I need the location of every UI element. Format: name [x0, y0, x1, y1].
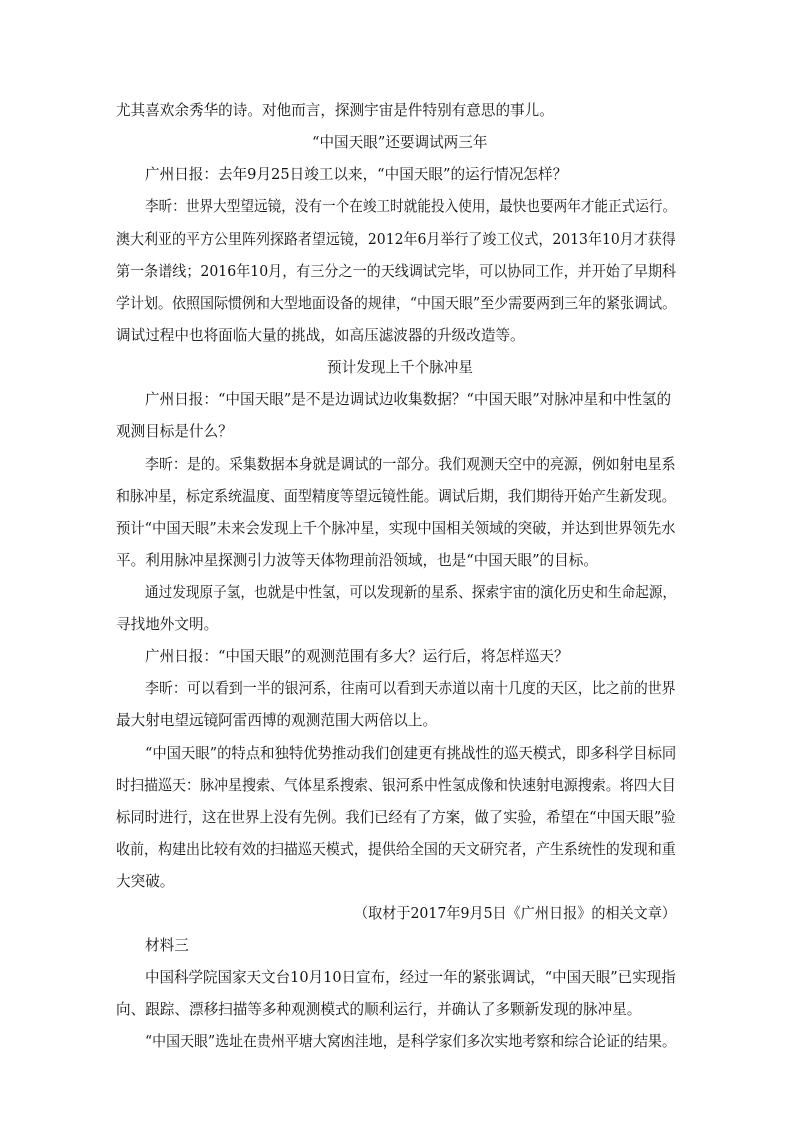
text-line-23: 标同时进行，这在世界上没有先例。我们已经有了方案，做了实验，希望在“中国天眼”验 — [116, 809, 676, 826]
text-line-7: 学计划。依照国际惯例和大型地面设备的规律，“中国天眼”至少需要两到三年的紧张调试。 — [116, 295, 677, 312]
text-line-25: 大突破。 — [116, 873, 175, 890]
text-line-5: 澳大利亚的平方公里阵列探路者望远镜，2012年6月举行了竣工仪式，2013年10月才获得 — [116, 231, 676, 248]
text-line-17: 寻找地外文明。 — [116, 616, 219, 633]
material-three-heading: 材料三 — [145, 937, 189, 954]
text-line-19: 李昕：可以看到一半的银河系，往南可以看到天赤道以南十几度的天区，比之前的世界 — [145, 680, 676, 697]
text-line-16: 通过发现原子氢，也就是中性氢，可以发现新的星系、探索宇宙的演化历史和生命起源， — [145, 584, 677, 601]
text-line-3: 广州日报：去年9月25日竣工以来，“中国天眼”的运行情况怎样？ — [145, 166, 568, 183]
text-line-13: 和脉冲星，标定系统温度、面型精度等望远镜性能。调试后期，我们期待开始产生新发现。 — [116, 488, 676, 505]
text-line-24: 收前，构建出比较有效的扫描巡天模式，提供给全国的天文研究者，产生系统性的发现和重 — [116, 841, 676, 858]
source-citation: （取材于2017年9月5日《广州日报》的相关文章） — [354, 905, 677, 922]
text-line-21: “中国天眼”的特点和独特优势推动我们创建更有挑战性的巡天模式，即多科学目标同 — [145, 745, 677, 762]
text-line-29: 向、跟踪、漂移扫描等多种观测模式的顺利运行，并确认了多颗新发现的脉冲星。 — [116, 1001, 642, 1018]
text-line-22: 时扫描巡天：脉冲星搜索、气体星系搜索、银河系中性氢成像和快速射电源搜索。将四大目 — [116, 777, 676, 794]
text-line-12: 李昕：是的。采集数据本身就是调试的一部分。我们观测天空中的亮源，例如射电星系 — [145, 456, 676, 473]
text-line-8: 调试过程中也将面临大量的挑战，如高压滤波器的升级改造等。 — [116, 327, 525, 344]
text-line-10: 广州日报：“中国天眼”是不是边调试边收集数据？“中国天眼”对脉冲星和中性氢的 — [145, 391, 672, 408]
text-line-14: 预计“中国天眼”未来会发现上千个脉冲星，实现中国相关领域的突破，并达到世界领先水 — [116, 520, 676, 537]
text-line-6: 第一条谱线；2016年10月，有三分之一的天线调试完毕，可以协同工作，并开始了早期科 — [116, 263, 677, 280]
text-line-1: 尤其喜欢余秀华的诗。对他而言，探测宇宙是件特别有意思的事儿。 — [116, 102, 554, 119]
text-line-15: 平。利用脉冲星探测引力波等天体物理前沿领域，也是“中国天眼”的目标。 — [116, 552, 598, 569]
text-line-18: 广州日报：“中国天眼”的观测范围有多大？运行后，将怎样巡天？ — [145, 648, 569, 665]
text-line-20: 最大射电望远镜阿雷西博的观测范围大两倍以上。 — [116, 712, 438, 729]
text-line-30: “中国天眼”选址在贵州平塘大窝凼洼地，是科学家们多次实地考察和综合论证的结果。 — [145, 1033, 676, 1050]
section-heading-1: “中国天眼”还要调试两三年 — [312, 134, 488, 151]
text-line-28: 中国科学院国家天文台10月10日宣布，经过一年的紧张调试，“中国天眼”已实现指 — [145, 969, 676, 986]
text-line-11: 观测目标是什么？ — [116, 423, 233, 440]
section-heading-2: 预计发现上千个脉冲星 — [327, 359, 473, 376]
text-line-4: 李昕：世界大型望远镜，没有一个在竣工时就能投入使用，最快也要两年才能正式运行。 — [145, 198, 677, 215]
